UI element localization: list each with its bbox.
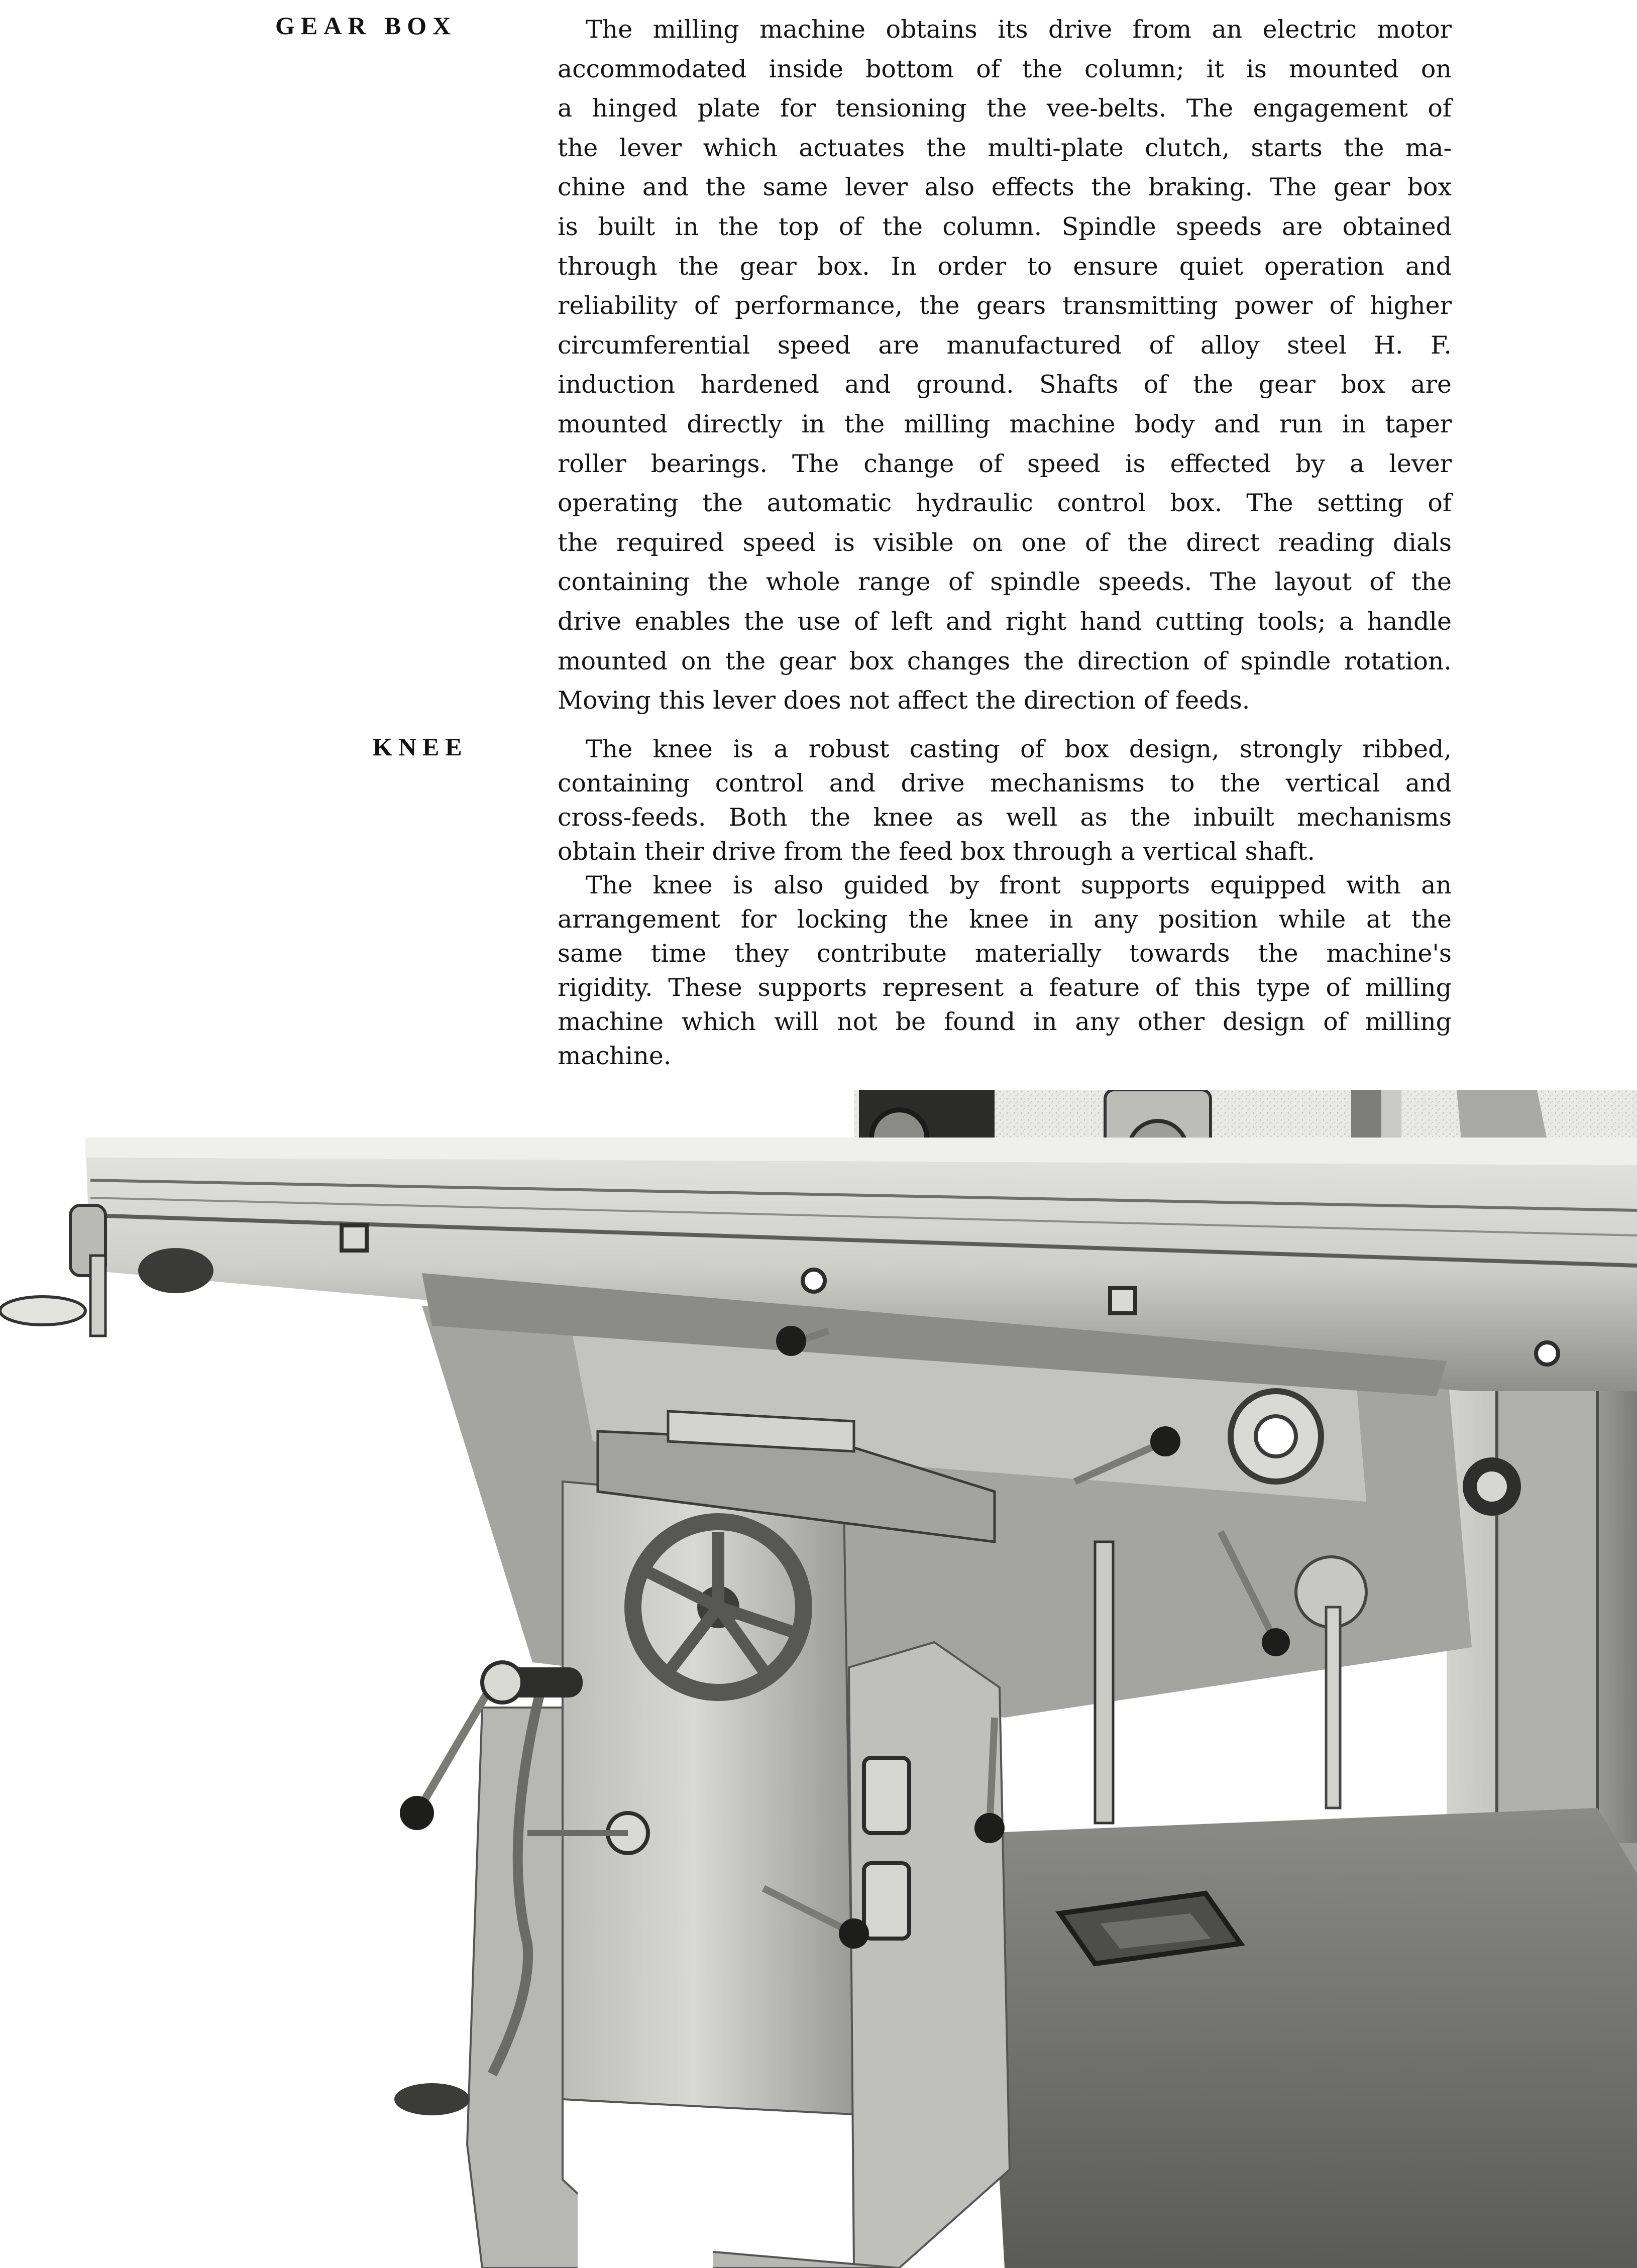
text-line: rigidity. These supports represent a feature of this type of milling [558, 973, 1452, 1002]
text-line: Moving this lever does not affect the direction of feeds. [558, 686, 1250, 715]
text-line: through the gear box. In order to ensure quiet operation and [558, 252, 1452, 281]
knee-heading: KNEE [373, 733, 468, 761]
text-line: mounted on the gear box changes the direction of spindle rotation. [558, 646, 1452, 675]
text-line: a hinged plate for tensioning the vee-belts. The engagement of [558, 94, 1452, 123]
text-line: roller bearings. The change of speed is effected by a lever [558, 449, 1452, 478]
gear-box-heading: GEAR BOX [275, 12, 457, 40]
gear-box-paragraph [558, 10, 1452, 721]
text-line: the required speed is visible on one of the direct reading dials [558, 528, 1452, 557]
text-line: reliability of performance, the gears transmitting power of higher [558, 291, 1452, 320]
text-line: same time they contribute materially towards the machine's [558, 939, 1452, 968]
text-line: induction hardened and ground. Shafts of the gear box are [558, 370, 1452, 399]
text-line: chine and the same lever also effects the braking. The gear box [558, 173, 1452, 202]
text-line: cross-feeds. Both the knee as well as the inbuilt mechanisms [558, 803, 1452, 832]
text-line: obtain their drive from the feed box through a vertical shaft. [558, 837, 1315, 866]
text-line: containing the whole range of spindle speeds. The layout of the [558, 568, 1452, 597]
text-line: machine. [558, 1042, 672, 1070]
text-line: accommodated inside bottom of the column; it is mounted on [558, 54, 1452, 83]
text-line: The knee is a robust casting of box design, strongly ribbed, [586, 735, 1452, 763]
text-line: The knee is also guided by front supports equipped with an [586, 871, 1452, 899]
text-line: is built in the top of the column. Spindle speeds are obtained [558, 212, 1452, 241]
milling-machine-illustration [0, 1090, 1637, 2268]
text-line: arrangement for locking the knee in any position while at the [558, 905, 1452, 934]
text-line: operating the automatic hydraulic control box. The setting of [558, 489, 1452, 518]
text-line: circumferential speed are manufactured of alloy steel H. F. [558, 330, 1452, 360]
text-line: The milling machine obtains its drive from an electric motor [586, 15, 1452, 44]
knee-paragraph-1 [558, 732, 1452, 869]
text-line: machine which will not be found in any other design of milling [558, 1007, 1452, 1036]
knee-paragraph-2 [558, 868, 1452, 1073]
machine-base [979, 1808, 1637, 2268]
text-line: mounted directly in the milling machine body and run in taper [558, 409, 1452, 438]
text-line: the lever which actuates the multi-plate clutch, starts the ma- [558, 133, 1452, 162]
text-line: containing control and drive mechanisms to the vertical and [558, 769, 1452, 798]
text-line: drive enables the use of left and right hand cutting tools; a handle [558, 607, 1452, 636]
